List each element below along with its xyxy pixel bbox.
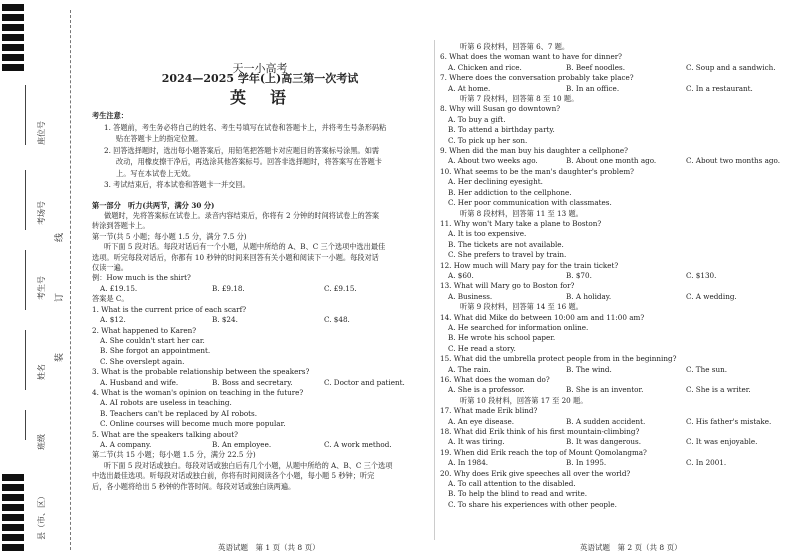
option: B. Boss and secretary.: [212, 377, 293, 387]
field-line: [25, 330, 26, 390]
section1-intro: 仅读一遍。: [92, 263, 128, 273]
option: B. About one month ago.: [566, 156, 657, 166]
option: B. In an office.: [566, 83, 620, 93]
question: 16. What does the woman do?: [440, 375, 550, 384]
exam-title: 2024—2025 学年(上)高三第一次考试: [161, 72, 359, 86]
school-title: 天一小高考: [232, 62, 288, 75]
group-header: 听第 10 段材料，回答第 17 至 20 题。: [460, 395, 588, 405]
option-row: [92, 440, 428, 450]
exam-room-label: 考场号: [37, 201, 46, 225]
option: B. She is an inventor.: [566, 385, 644, 395]
example-answer: 答案是 C。: [92, 294, 129, 304]
option: A. Business.: [448, 291, 493, 301]
question: 19. When did Erik reach the top of Mount Qomolangma?: [440, 447, 647, 457]
option: B. $24.: [212, 315, 238, 325]
option: C. Doctor and patient.: [324, 377, 405, 387]
option: A. A company.: [100, 439, 152, 449]
part1-intro: 做题时，先将答案标在试卷上。录音内容结束后，你将有 2 分钟的时间将试卷上的答案: [104, 211, 380, 221]
option: A. Husband and wife.: [100, 377, 179, 387]
right-questions: [440, 42, 785, 510]
class-label: 班级: [37, 434, 46, 450]
option: C. She is a writer.: [686, 385, 751, 395]
question: 6. What does the woman want to have for dinner?: [440, 52, 622, 62]
page-footer-left: 英语试题 第 1 页（共 8 页）: [218, 543, 320, 552]
county-label: 县（市、区）: [37, 492, 46, 540]
option: C. $48.: [324, 315, 350, 325]
option: B. She forgot an appointment.: [100, 346, 211, 356]
option: A. The rain.: [448, 364, 491, 374]
option: B. In 1995.: [566, 458, 607, 468]
option: C. In 2001.: [686, 458, 727, 468]
section1-title: 第一节(共 5 小题；每小题 1.5 分，满分 7.5 分): [92, 231, 247, 241]
option: A. $12.: [100, 315, 126, 325]
option: A. About two weeks ago.: [448, 156, 538, 166]
option-row: [440, 365, 785, 375]
question: 17. What made Erik blind?: [440, 406, 538, 416]
option: B. To attend a birthday party.: [448, 125, 555, 135]
option-row: [92, 315, 428, 325]
option: C. Soup and a sandwich.: [686, 62, 776, 72]
option: A. In 1984.: [448, 458, 489, 468]
section2-intro: 中选出最佳选项。听每段对话或独白前，你将有时间阅读各个小题，每小题 5 秒钟；听完: [92, 471, 375, 481]
option: A. To buy a gift.: [448, 114, 506, 124]
field-line: [25, 410, 26, 440]
right-column: [440, 42, 785, 510]
section2-title: 第二节(共 15 小题；每小题 1.5 分，满分 22.5 分): [92, 450, 256, 460]
question: 8. Why will Susan go downtown?: [440, 104, 561, 114]
question: 9. When did the man buy his daughter a cellphone?: [440, 146, 629, 156]
question: 20. Why does Erik give speeches all over the world?: [440, 468, 631, 478]
option-row: [440, 292, 785, 302]
option: C. In a restaurant.: [686, 83, 753, 93]
stripe: [2, 474, 24, 481]
option-row: [92, 378, 428, 388]
stripe: [2, 44, 24, 51]
option-row: [440, 156, 785, 166]
option: A. Her declining eyesight.: [448, 177, 543, 187]
option: A. She is a professor.: [448, 385, 525, 395]
left-column: [92, 0, 428, 492]
column-divider: [434, 40, 435, 540]
option: C. Her poor communication with classmates.: [448, 198, 612, 208]
example-question: 例：How much is the shirt?: [92, 273, 191, 283]
option: A. Chicken and rice.: [448, 62, 522, 72]
stripe: [2, 24, 24, 31]
option: B. A sudden accident.: [566, 416, 646, 426]
candidate-number-label: 考生号: [37, 276, 46, 300]
stripe: [2, 494, 24, 501]
option: A. He searched for information online.: [448, 322, 589, 332]
part1-title: 第一部分 听力(共两节，满分 30 分): [92, 200, 215, 210]
option-row: [440, 84, 785, 94]
option: C. Online courses will become much more popular.: [100, 419, 286, 429]
option: A. AI robots are useless in teaching.: [100, 398, 232, 408]
cut-mark-bind: 订: [55, 292, 65, 302]
option: A. At home.: [448, 83, 491, 93]
group-header: 听第 9 段材料，回答第 14 至 16 题。: [460, 302, 583, 312]
option: C. A wedding.: [686, 291, 737, 301]
question: 2. What happened to Karen?: [92, 325, 197, 335]
page-footer-right: 英语试题 第 2 页（共 8 页）: [580, 543, 682, 552]
stripe: [2, 504, 24, 511]
question: 4. What is the woman's opinion on teaching in the future?: [92, 387, 304, 397]
option: B. It was dangerous.: [566, 437, 642, 447]
group-header: 听第 8 段材料，回答第 11 至 13 题。: [460, 208, 583, 218]
section2-intro: 后，各小题将给出 5 秒钟的作答时间。每段对话或独白读两遍。: [92, 481, 296, 491]
question: 10. What seems to be the man's daughter's problem?: [440, 166, 635, 176]
seat-number-label: 座位号: [37, 121, 46, 145]
notice-title: 考生注意：: [92, 111, 128, 121]
option: B. He wrote his school paper.: [448, 333, 556, 343]
option-row: [440, 385, 785, 395]
option: C. To pick up her son.: [448, 135, 528, 145]
question: 12. How much will Mary pay for the train ticket?: [440, 260, 619, 270]
option: B. The tickets are not available.: [448, 239, 564, 249]
binding-strip: [0, 0, 86, 560]
group-header: 听第 7 段材料，回答第 8 至 10 题。: [460, 94, 579, 104]
question: 1. What is the current price of each scarf?: [92, 304, 247, 314]
option-row: [440, 271, 785, 281]
option: C. A work method.: [324, 439, 392, 449]
option: C. It was enjoyable.: [686, 437, 758, 447]
stripe: [2, 524, 24, 531]
field-line: [25, 170, 26, 230]
option: B. Teachers can't be replaced by AI robots.: [100, 408, 258, 418]
part1-intro-cont: 转涂到答题卡上。: [92, 221, 150, 231]
option: B. To help the blind to read and write.: [448, 489, 588, 499]
option: C. The sun.: [686, 364, 728, 374]
stripe: [2, 54, 24, 61]
question: 3. What is the probable relationship between the speakers?: [92, 367, 310, 377]
stripe: [2, 514, 24, 521]
cut-mark-line: 线: [55, 232, 65, 242]
question: 14. What did Mike do between 10:00 am and 11:00 am?: [440, 312, 645, 322]
option: B. An employee.: [212, 439, 272, 449]
option-row: [440, 417, 785, 427]
option: A. To call attention to the disabled.: [448, 479, 576, 489]
stripe: [2, 34, 24, 41]
question: 7. Where does the conversation probably take place?: [440, 73, 634, 83]
cut-mark-fold: 装: [55, 352, 65, 362]
group-header: 听第 6 段材料，回答第 6、7 题。: [460, 42, 570, 51]
option: C. She overslept again.: [100, 356, 185, 366]
section2-intro: 听下面 5 段对话或独白。每段对话或独白后有几个小题，从题中所给的 A、B、C 三个选项: [104, 460, 393, 470]
stripe: [2, 484, 24, 491]
notice-line: 3. 考试结束后，将本试卷和答题卡一并交回。: [104, 180, 250, 190]
left-questions: [92, 305, 428, 451]
option: B. The wind.: [566, 364, 612, 374]
option-row: [440, 437, 785, 447]
option: A. It was tiring.: [448, 437, 505, 447]
name-label: 姓名: [37, 364, 46, 380]
option: C. To share his experiences with other people.: [448, 499, 617, 509]
notice-line: 1. 答题前，考生务必将自己的姓名、考生号填写在试卷和答题卡上，并将考生号条形码粘: [104, 122, 387, 132]
subject-title: 英 语: [229, 87, 290, 107]
section1-intro: 听下面 5 段对话。每段对话后有一个小题，从题中所给的 A、B、C 三个选项中选出最佳: [104, 242, 386, 252]
cut-line: [70, 10, 71, 550]
option: B. A holiday.: [566, 291, 612, 301]
question: 5. What are the speakers talking about?: [92, 429, 239, 439]
option: A. She couldn't start her car.: [100, 335, 205, 345]
notice-line: 改动，用橡皮擦干净后，再选涂其他答案标号。回答非选择题时，将答案写在答题卡: [116, 157, 382, 167]
option: C. $130.: [686, 270, 717, 280]
stripe: [2, 534, 24, 541]
option-row: [440, 458, 785, 468]
option-row: [440, 63, 785, 73]
notice-line: 上。写在本试卷上无效。: [116, 168, 196, 178]
option: A. $60.: [448, 270, 474, 280]
example-options: [92, 284, 428, 294]
question: 18. What did Erik think of his first mountain-climbing?: [440, 427, 640, 437]
notice-line: 贴在答题卡上的指定位置。: [116, 134, 203, 144]
field-line: [25, 85, 26, 145]
option: A. It is too expensive.: [448, 229, 527, 239]
option: B. £9.18.: [212, 283, 245, 293]
stripe: [2, 4, 24, 11]
option: B. $70.: [566, 270, 592, 280]
question: 11. Why won't Mary take a plane to Boston?: [440, 218, 602, 228]
option: B. Her addiction to the cellphone.: [448, 187, 572, 197]
option: B. Beef noodles.: [566, 62, 625, 72]
stripe: [2, 64, 24, 71]
notice-list: [92, 122, 428, 191]
option: C. About two months ago.: [686, 156, 781, 166]
question: 15. What did the umbrella protect people from in the beginning?: [440, 354, 677, 364]
notice-line: 2. 回答选择题时，选出每小题答案后，用铅笔把答题卡对应题目的答案标号涂黑。如需: [104, 145, 380, 155]
stripe: [2, 14, 24, 21]
section1-intro: 选项。听完每段对话后，你都有 10 秒钟的时间来回答有关小题和阅读下一小题。每段对话: [92, 252, 379, 262]
option: C. She prefers to travel by train.: [448, 250, 567, 260]
option: A. £19.15.: [100, 283, 138, 293]
option: C. He read a story.: [448, 343, 516, 353]
stripe: [2, 544, 24, 551]
option: C. £9.15.: [324, 283, 357, 293]
option: A. An eye disease.: [448, 416, 515, 426]
question: 13. What will Mary go to Boston for?: [440, 281, 575, 291]
option: C. His father's mistake.: [686, 416, 772, 426]
field-line: [25, 250, 26, 310]
